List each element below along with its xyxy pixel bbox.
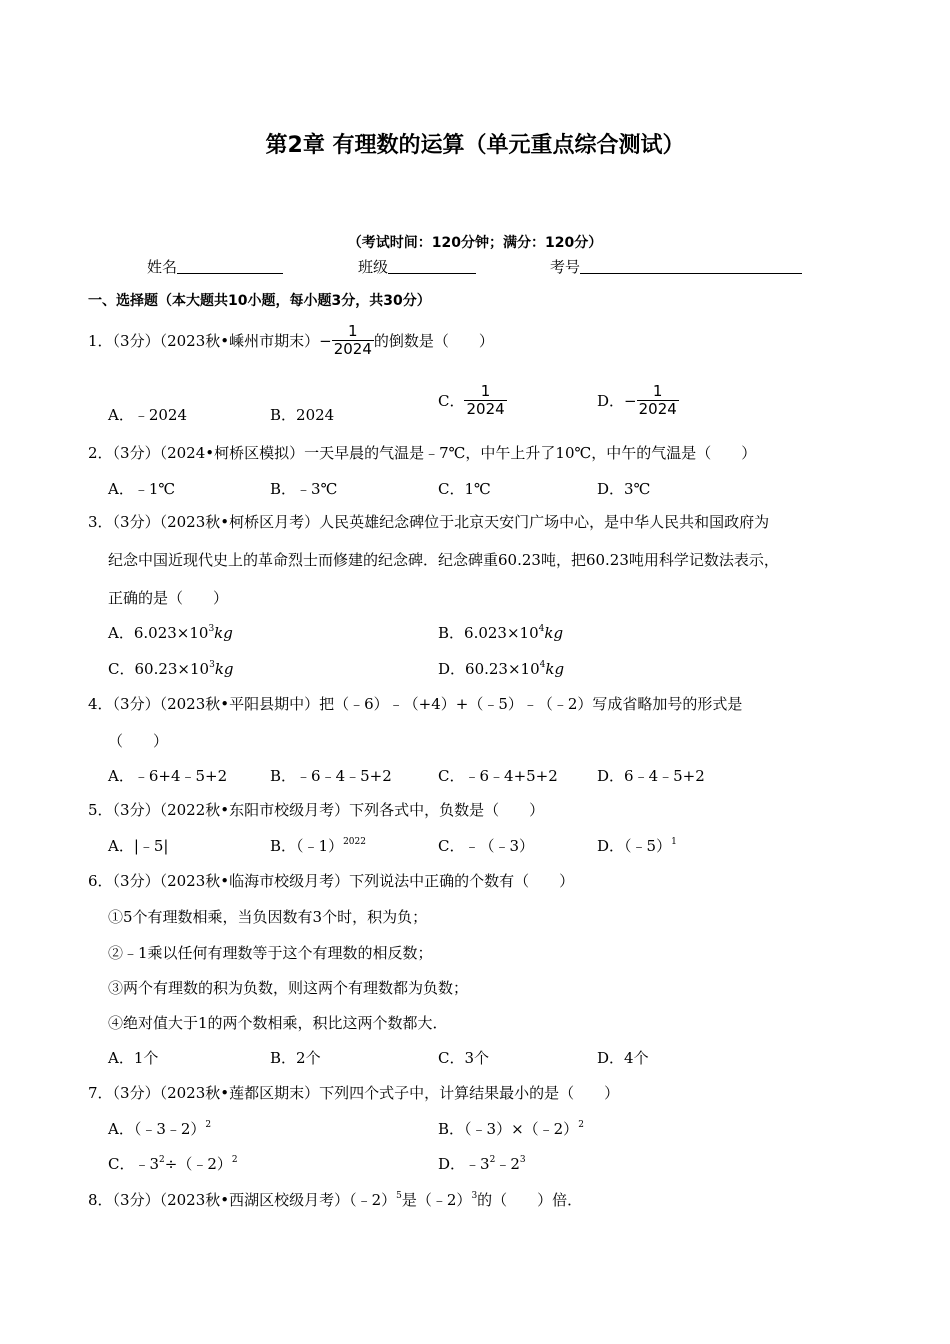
exam-info: （考试时间：120分钟；满分：120分） (347, 235, 603, 251)
question-3-line-2: 纪念中国近现代史上的革命烈士而修建的纪念碑．纪念碑重60.23吨，把60.23吨用科学记数法表示， (108, 551, 779, 569)
q1-option-c[interactable] (438, 383, 507, 418)
q3-option-c[interactable] (108, 658, 234, 679)
q7-a-exponent: 2 (205, 1120, 212, 1130)
question-7: 7．（3分）（2023秋•莲都区期末）下列四个式子中，计算结果最小的是（ ） (88, 1084, 620, 1102)
q6-statement-4: ④绝对值大于1的两个数相乘，积比这两个数都大． (108, 1014, 448, 1032)
question-6: 6．（3分）（2023秋•临海市校级月考）下列说法中正确的个数有（ ） (88, 872, 575, 890)
q3-b-unit: kg (544, 624, 564, 642)
q3-a-text: A．6.023×10 (108, 624, 209, 642)
q6-option-d[interactable]: D．4个 (597, 1049, 649, 1067)
question-4-line-2: （ ） (108, 732, 169, 750)
q7-d-mid: ﹣2 (495, 1155, 520, 1173)
q8-text-2: 是（﹣2） (401, 1191, 472, 1209)
number-blank[interactable] (580, 259, 802, 274)
fraction-denominator: 2024 (466, 400, 505, 418)
class-blank[interactable] (388, 259, 476, 274)
q1-stem-tail: 的倒数是（ ） (373, 332, 494, 350)
q6-option-a[interactable]: A．1个 (108, 1049, 159, 1067)
q2-option-b[interactable]: B．﹣3℃ (270, 480, 338, 498)
q1-c-fraction (464, 383, 506, 418)
q3-option-a[interactable] (108, 622, 233, 643)
number-label: 考号 (550, 258, 581, 276)
q7-b-text: B．（﹣3）×（﹣2） (438, 1120, 579, 1138)
q5-option-b[interactable] (270, 835, 366, 856)
q8-text-1: 8．（3分）（2023秋•西湖区校级月考）（﹣2） (88, 1191, 397, 1209)
section-heading: 一、选择题（本大题共10小题，每小题3分，共30分） (88, 293, 431, 309)
q3-d-unit: kg (545, 660, 565, 678)
q6-statement-2: ②﹣1乘以任何有理数等于这个有理数的相反数； (108, 944, 433, 962)
q3-b-exponent: 4 (538, 624, 545, 634)
question-4-line-1: 4．（3分）（2023秋•平阳县期中）把（﹣6）﹣（+4）+（﹣5）﹣（﹣2）写成省略加号的形式是 (88, 695, 743, 713)
q1-option-a[interactable]: A．﹣2024 (108, 406, 188, 424)
q2-option-d[interactable]: D．3℃ (597, 480, 651, 498)
q1-c-label: C． (438, 392, 465, 410)
number-field (550, 256, 802, 277)
question-3-line-1: 3．（3分）（2023秋•柯桥区月考）人民英雄纪念碑位于北京天安门广场中心，是中华人民共和国政府为 (88, 513, 770, 531)
q3-c-exponent: 3 (209, 660, 215, 670)
q5-option-a[interactable]: A．|﹣5| (108, 837, 169, 855)
q7-option-a[interactable] (108, 1118, 211, 1139)
q5-option-d[interactable] (597, 835, 677, 856)
question-1 (88, 323, 494, 358)
q2-option-c[interactable]: C．1℃ (438, 480, 491, 498)
name-blank[interactable] (177, 259, 283, 274)
q8-exponent-1: 5 (396, 1191, 402, 1201)
q5-b-exponent: 2022 (343, 837, 366, 847)
question-5: 5．（3分）（2022秋•东阳市校级月考）下列各式中，负数是（ ） (88, 801, 545, 819)
q3-b-text: B．6.023×10 (438, 624, 539, 642)
q7-option-b[interactable] (438, 1118, 584, 1139)
q4-option-a[interactable]: A．﹣6+4﹣5+2 (108, 767, 228, 785)
q7-c-exponent-1: 2 (159, 1155, 165, 1165)
q7-d-text: D．﹣3 (438, 1155, 490, 1173)
q7-d-exponent-1: 2 (489, 1155, 496, 1165)
class-label: 班级 (358, 258, 389, 276)
fraction-numerator: 1 (480, 382, 491, 400)
q3-option-d[interactable] (438, 658, 564, 679)
name-field (147, 256, 283, 277)
q8-exponent-2: 3 (471, 1191, 478, 1201)
q7-option-d[interactable] (438, 1153, 526, 1174)
q7-d-exponent-2: 3 (519, 1155, 526, 1165)
class-field (358, 256, 476, 277)
q3-a-exponent: 3 (208, 624, 215, 634)
q1-d-fraction (637, 383, 679, 418)
q7-b-exponent: 2 (578, 1120, 584, 1130)
fraction-numerator: 1 (652, 382, 663, 400)
q1-d-label: D． (597, 392, 625, 410)
q4-option-b[interactable]: B．﹣6﹣4﹣5+2 (270, 767, 392, 785)
q1-minus: − (319, 331, 332, 350)
q5-option-c[interactable]: C．﹣（﹣3） (438, 837, 535, 855)
q3-d-text: D．60.23×10 (438, 660, 540, 678)
q3-c-text: C．60.23×10 (108, 660, 210, 678)
question-2: 2．（3分）（2024•柯桥区模拟）一天早晨的气温是﹣7℃，中午上升了10℃，中午的气温是（ ） (88, 444, 757, 462)
q7-option-c[interactable] (108, 1153, 238, 1174)
page-title: 第2章 有理数的运算（单元重点综合测试） (265, 133, 685, 158)
q7-a-text: A．（﹣3﹣2） (108, 1120, 206, 1138)
q7-c-text: C．﹣3 (108, 1155, 160, 1173)
q6-statement-1: ①5个有理数相乘，当负因数有3个时，积为负； (108, 908, 428, 926)
q5-b-text: B．（﹣1） (270, 837, 344, 855)
q2-option-a[interactable]: A．﹣1℃ (108, 480, 176, 498)
q3-option-b[interactable] (438, 622, 563, 643)
fraction-denominator: 2024 (638, 400, 677, 418)
question-8 (88, 1189, 582, 1210)
name-label: 姓名 (147, 258, 178, 276)
q5-d-text: D．（﹣5） (597, 837, 672, 855)
q4-option-c[interactable]: C．﹣6﹣4+5+2 (438, 767, 558, 785)
q1-option-b[interactable]: B．2024 (270, 406, 335, 424)
q8-text-3: 的（ ）倍． (477, 1191, 583, 1209)
q1-d-minus: − (624, 391, 637, 410)
q3-d-exponent: 4 (539, 660, 546, 670)
q4-option-d[interactable]: D．6﹣4﹣5+2 (597, 767, 705, 785)
q6-option-c[interactable]: C．3个 (438, 1049, 490, 1067)
q1-fraction (332, 323, 374, 358)
q6-statement-3: ③两个有理数的积为负数，则这两个有理数都为负数； (108, 979, 469, 997)
q5-d-exponent: 1 (671, 837, 677, 847)
q1-stem: 1．（3分）（2023秋•嵊州市期末） (88, 332, 320, 350)
q7-c-mid: ÷（﹣2） (164, 1155, 232, 1173)
q6-option-b[interactable]: B．2个 (270, 1049, 321, 1067)
fraction-denominator: 2024 (333, 340, 372, 358)
fraction-numerator: 1 (348, 322, 358, 340)
q3-c-unit: kg (214, 660, 234, 678)
q1-option-d[interactable] (597, 383, 679, 418)
q7-c-exponent-2: 2 (231, 1155, 238, 1165)
question-3-line-3: 正确的是（ ） (108, 589, 229, 607)
q3-a-unit: kg (214, 624, 233, 642)
